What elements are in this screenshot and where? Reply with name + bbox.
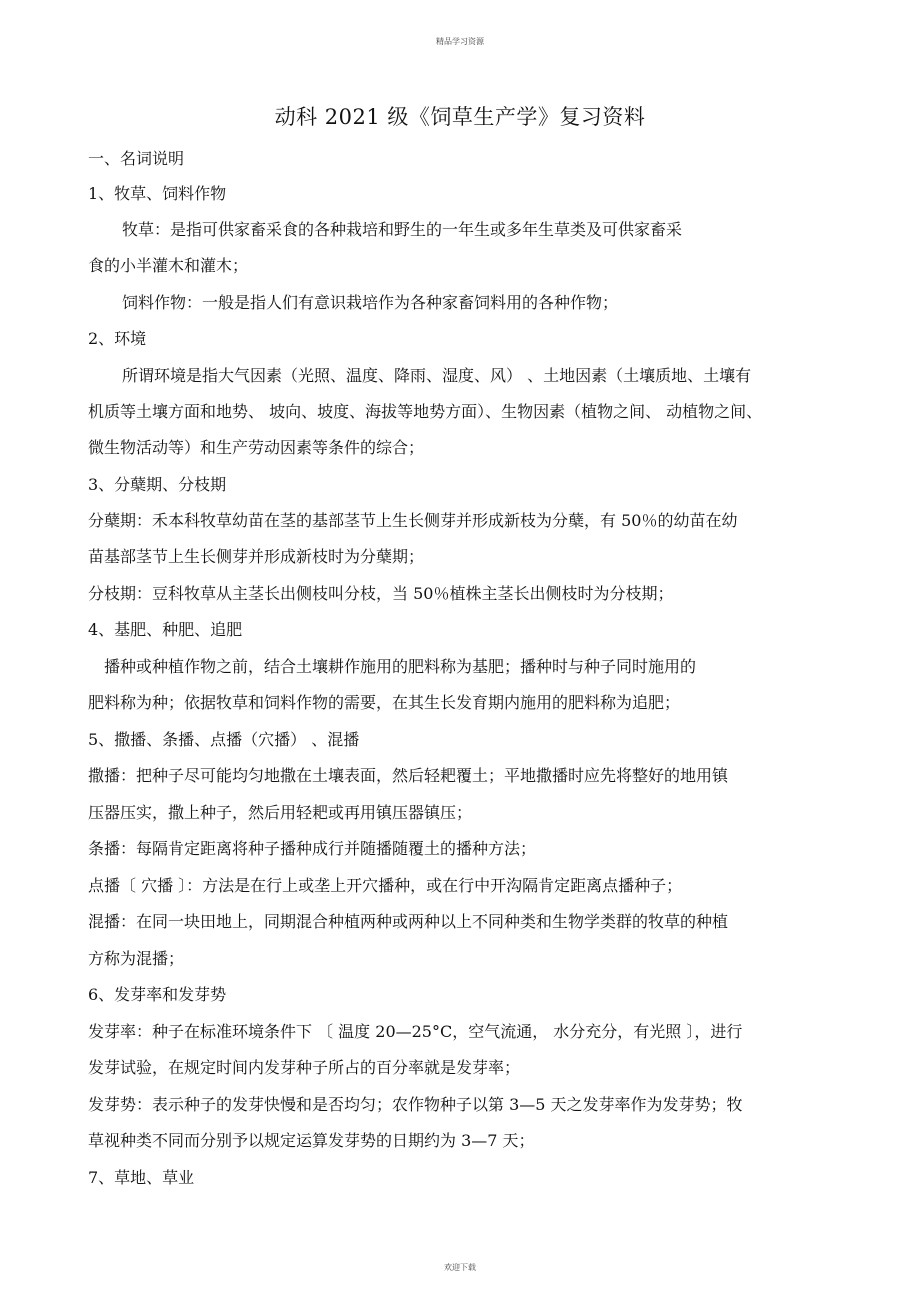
paragraph-line: 食的小半灌木和灌木； [88, 256, 249, 275]
document-title: 动科 2021 级《饲草生产学》复习资料 [274, 105, 646, 129]
paragraph-line: 发芽试验，在规定时间内发芽种子所占的百分率就是发芽率； [88, 1058, 521, 1077]
paragraph-line: 混播：在同一块田地上，同期混合种植两种或两种以上不同种类和生物学类群的牧草的种植 [88, 912, 729, 931]
term-heading: 2、环境 [88, 329, 147, 348]
paragraph-line: 发芽率：种子在标准环境条件下 〔 温度 20—25°C，空气流通， 水分充分，有光照 〕，进行 [88, 1022, 743, 1041]
paragraph-line: 饲料作物：一般是指人们有意识栽培作为各种家畜饲料用的各种作物； [122, 293, 619, 312]
page-header: 精品学习资源 [436, 37, 484, 46]
paragraph-line: 压器压实，撒上种子，然后用轻耙或再用镇压器镇压； [88, 803, 473, 822]
paragraph-line: 苗基部茎节上生长侧芽并形成新枝时为分蘖期； [88, 547, 425, 566]
paragraph-line: 条播：每隔肯定距离将种子播种成行并随播随覆土的播种方法； [88, 839, 537, 858]
page-footer: 欢迎下载 [444, 1263, 476, 1272]
paragraph-line: 机质等土壤方面和地势、 坡向、坡度、海拔等地势方面）、生物因素（植物之间、 动植物之间、 [88, 402, 763, 421]
term-heading: 7、草地、草业 [88, 1168, 195, 1187]
section-heading: 一、名词说明 [88, 149, 185, 168]
paragraph-line: 所谓环境是指大气因素（光照、温度、降雨、湿度、风） 、土地因素（土壤质地、土壤有 [122, 366, 752, 385]
paragraph-line: 分蘖期：禾本科牧草幼苗在茎的基部茎节上生长侧芽并形成新枝为分蘖，有 50％的幼苗在幼 [88, 511, 738, 530]
paragraph-line: 发芽势：表示种子的发芽快慢和是否均匀；农作物种子以第 3—5 天之发芽率作为发芽势；牧 [88, 1095, 743, 1114]
paragraph-line: 肥料称为种；依据牧草和饲料作物的需要，在其生长发育期内施用的肥料称为追肥； [88, 693, 681, 712]
paragraph-line: 牧草：是指可供家畜采食的各种栽培和野生的一年生或多年生草类及可供家畜采 [122, 220, 683, 239]
term-heading: 5、撒播、条播、点播（穴播） 、混播 [88, 730, 360, 749]
term-heading: 6、发芽率和发芽势 [88, 985, 227, 1004]
paragraph-line: 草视种类不同而分别予以规定运算发芽势的日期约为 3—7 天； [88, 1131, 535, 1150]
term-heading: 1、牧草、饲料作物 [88, 184, 227, 203]
paragraph-line: 播种或种植作物之前，结合土壤耕作施用的肥料称为基肥；播种时与种子同时施用的 [104, 657, 697, 676]
term-heading: 3、分蘖期、分枝期 [88, 475, 227, 494]
paragraph-line: 方称为混播； [88, 949, 185, 968]
paragraph-line: 微生物活动等）和生产劳动因素等条件的综合； [88, 438, 425, 457]
paragraph-line: 分枝期：豆科牧草从主茎长出侧枝叫分枝，当 50％植株主茎长出侧枝时为分枝期； [88, 584, 674, 603]
paragraph-line: 点播〔 穴播 〕：方法是在行上或垄上开穴播种，或在行中开沟隔肯定距离点播种子； [88, 876, 683, 895]
term-heading: 4、基肥、种肥、追肥 [88, 620, 243, 639]
paragraph-line: 撒播：把种子尽可能均匀地撒在土壤表面，然后轻耙覆土；平地撒播时应先将整好的地用镇 [88, 766, 729, 785]
